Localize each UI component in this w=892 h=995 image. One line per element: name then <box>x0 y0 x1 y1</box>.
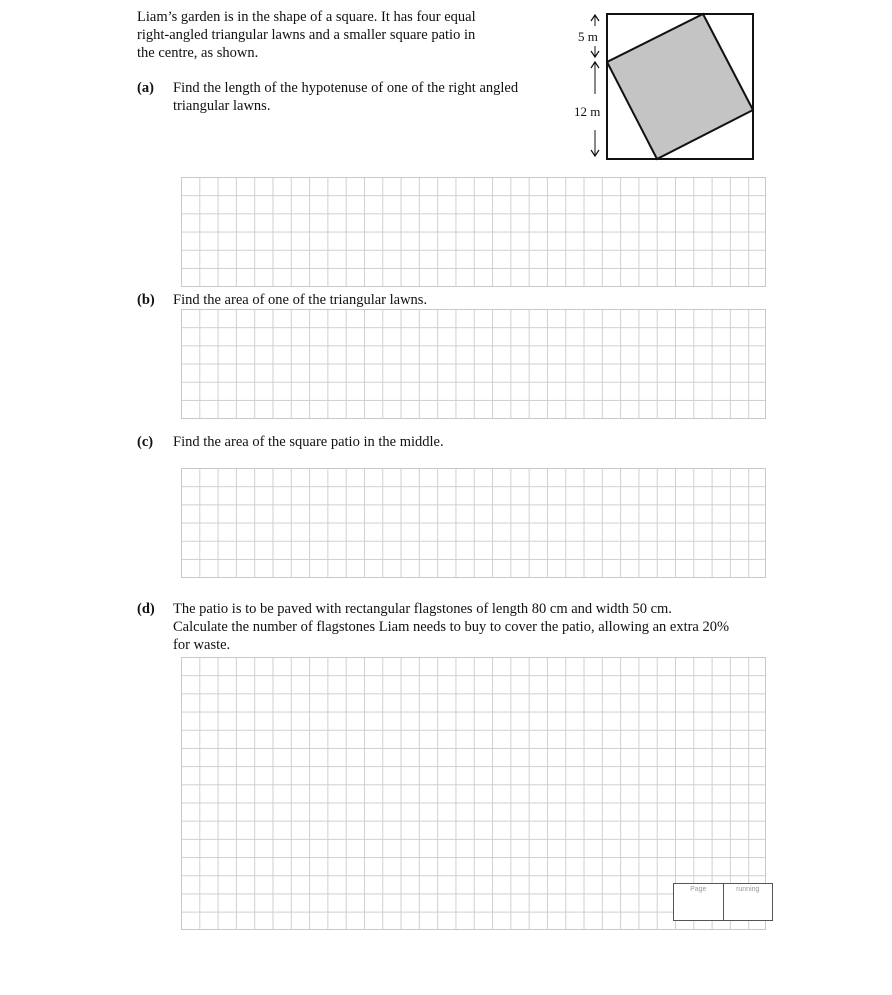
question-d-text <box>173 600 729 654</box>
dimension-12m <box>574 62 600 156</box>
page-cell: Page <box>690 886 707 893</box>
garden-diagram-svg <box>560 6 770 166</box>
label-12m: 12 m <box>574 104 601 119</box>
answer-grid-c[interactable] <box>181 468 766 578</box>
answer-grid-b[interactable] <box>181 309 766 419</box>
question-c-line: Find the area of the square patio in the middle. <box>173 434 444 450</box>
dimension-5m <box>578 15 599 57</box>
running-cell: running <box>723 884 773 920</box>
intro-line: Liam’s garden is in the shape of a square. It has four equal <box>137 9 476 25</box>
question-d-line: The patio is to be paved with rectangular flagstones of length 80 cm and width 50 cm. <box>173 601 672 617</box>
intro-line: the centre, as shown. <box>137 45 259 61</box>
question-a-line: Find the length of the hypotenuse of one of the right angled <box>173 80 519 96</box>
question-d-line: Calculate the number of flagstones Liam needs to buy to cover the patio, allowing an extra 20% <box>173 619 730 635</box>
intro-paragraph <box>137 8 537 62</box>
answer-grid-a[interactable] <box>181 177 766 287</box>
question-b-label: (b) <box>137 292 155 308</box>
garden-diagram <box>560 6 770 166</box>
question-b-text <box>173 291 427 309</box>
question-a-label: (a) <box>137 80 154 96</box>
question-c-text <box>173 433 444 451</box>
page-running-box <box>673 883 773 921</box>
question-d-line: for waste. <box>173 637 231 653</box>
question-a-text <box>173 79 518 115</box>
intro-line: right-angled triangular lawns and a smaller square patio in <box>137 27 476 43</box>
label-5m: 5 m <box>578 29 598 44</box>
question-c-label: (c) <box>137 434 154 450</box>
question-b-line: Find the area of one of the triangular lawns. <box>173 292 428 308</box>
question-d-label: (d) <box>137 601 155 617</box>
question-a-line: triangular lawns. <box>173 98 271 114</box>
